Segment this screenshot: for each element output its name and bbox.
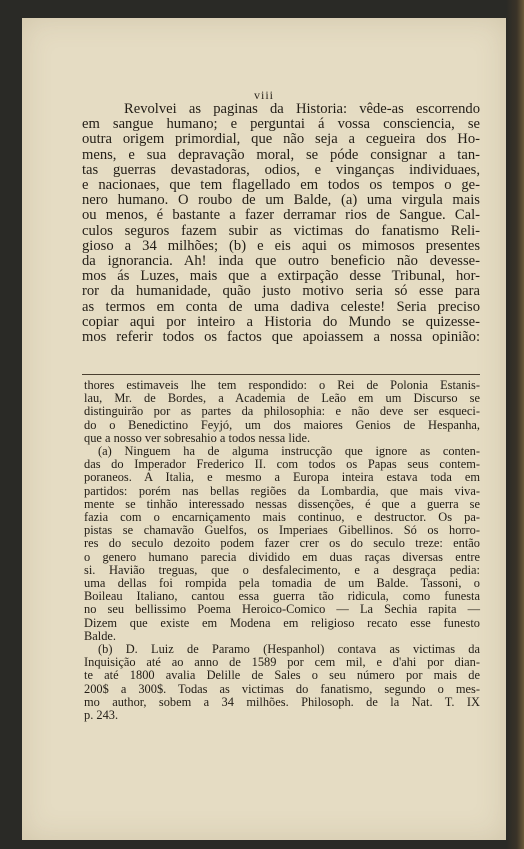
footnote-a-start: (a) Ninguem ha de alguma instrucção que ignore as conten- <box>98 444 480 459</box>
note-line: mo author, sobem a 34 milhões. Philosoph. de la Nat. T. IX <box>84 694 480 709</box>
note-line: no seu bellissimo Poema Heroico-Comico — La Sechia rapita — <box>84 602 480 617</box>
footnote-b-start: (b) D. Luiz de Paramo (Hespanhol) contava as victimas da <box>98 642 480 657</box>
note-line: res do seculo dezoito podem fazer crer os do seculo treze: então <box>84 536 480 551</box>
note-line: te até 1800 avalia Delille de Sales o seu número por mais de <box>84 668 480 683</box>
footnotes <box>84 379 480 722</box>
note-line: 200$ a 300$. Todas as victimas do fanatismo, segundo o mes- <box>84 681 480 696</box>
note-line: que a nosso ver sobresahio a todos nessa lide. <box>84 430 311 445</box>
note-line: poraneos. A Italia, e mesmo a Europa inteira estava toda em <box>84 470 480 485</box>
main-line: mos ás Luzes, mais que a extirpação desse Tribunal, hor- <box>82 268 480 285</box>
main-line: ou menos, é bastante a fazer derramar rios de Sangue. Cal- <box>82 207 480 224</box>
main-line: em sangue humano; e perguntai á vossa consciencia, se <box>82 116 480 133</box>
note-line: partidos: porém nas bellas regiões da Lombardia, que mais viva- <box>84 483 480 498</box>
note-line: si. Havião treguas, que o desfalecimento, e a desgraça pedia: <box>84 562 480 577</box>
note-line: mente se tinhão interessado nessas dissenções, é que a guerra se <box>84 496 480 511</box>
main-text <box>82 102 480 345</box>
note-line: o genero humano parecia dividido em duas raças diversas entre <box>84 549 480 564</box>
main-line: e nacionaes, que tem flagellado em todos os tempos o ge- <box>82 177 480 194</box>
note-line: fazia com o encarniçamento mais continuo, e destructor. Os pa- <box>84 510 480 525</box>
book-page <box>22 18 506 840</box>
main-line: culos seguros fazem subir as victimas do fanatismo Reli- <box>82 222 480 239</box>
main-line: tas guerras devastadoras, odios, e vinganças individuaes, <box>82 161 480 178</box>
note-line: lau, Mr. de Bordes, a Academia de Leão em um Discurso se <box>84 391 480 406</box>
note-line: uma dellas foi rompida pela tomadia de um Balde. Tassoni, o <box>84 576 480 591</box>
main-line: as termos em conta de uma dadiva celeste! Seria preciso <box>82 298 480 315</box>
main-line: outra origem primordial, que não seja a cegueira dos Ho- <box>82 131 480 148</box>
note-line: p. 243. <box>84 708 119 723</box>
main-line: ror da humanidade, quão justo motivo seria só esse para <box>82 283 480 300</box>
note-line: Boileau Italiano, cantou essa guerra tão ridicula, como funesta <box>84 589 480 604</box>
note-line: Inquisição até ao anno de 1589 por cem mil, e d'ahi por dian- <box>84 655 480 670</box>
book-edge <box>506 0 524 849</box>
note-line: thores estimaveis lhe tem respondido: o Rei de Polonia Estanis- <box>84 378 480 392</box>
note-line: Dizem que existe em Modena em religioso recato esse funesto <box>84 615 480 630</box>
note-line: pistas se chamavão Guelfos, os Imperiaes Gibellinos. Só os horro- <box>84 523 480 538</box>
note-line: distinguirão por as partes da philosophia: e não deve ser esqueci- <box>84 404 480 419</box>
main-line: copiar aqui por inteiro a Historia do Mundo se quizesse- <box>82 313 480 330</box>
main-line: mens, e sua depravação moral, se póde consignar a tan- <box>82 146 480 163</box>
main-line: mos referir todos os factos que apoiassem a nossa opinião: <box>82 329 480 346</box>
main-line: Revolvei as paginas da Historia: vêde-as escorrendo <box>124 101 480 117</box>
main-line: da ignorancia. Ah! inda que outro beneficio não devesse- <box>82 253 480 270</box>
note-line: Balde. <box>84 628 116 643</box>
note-line: do o Benedictino Feyjó, um dos maiores Genios de Hespanha, <box>84 417 480 432</box>
main-line: gioso a 34 milhões; (b) e eis aqui os mimosos presentes <box>82 237 480 254</box>
page-number: viii <box>253 88 274 102</box>
footnote-rule <box>82 374 480 375</box>
note-line: das do Imperador Frederico II. com todos os Papas seus contem- <box>84 457 480 472</box>
main-line: nero humano. O roubo de um Balde, (a) uma virgula mais <box>82 192 480 209</box>
